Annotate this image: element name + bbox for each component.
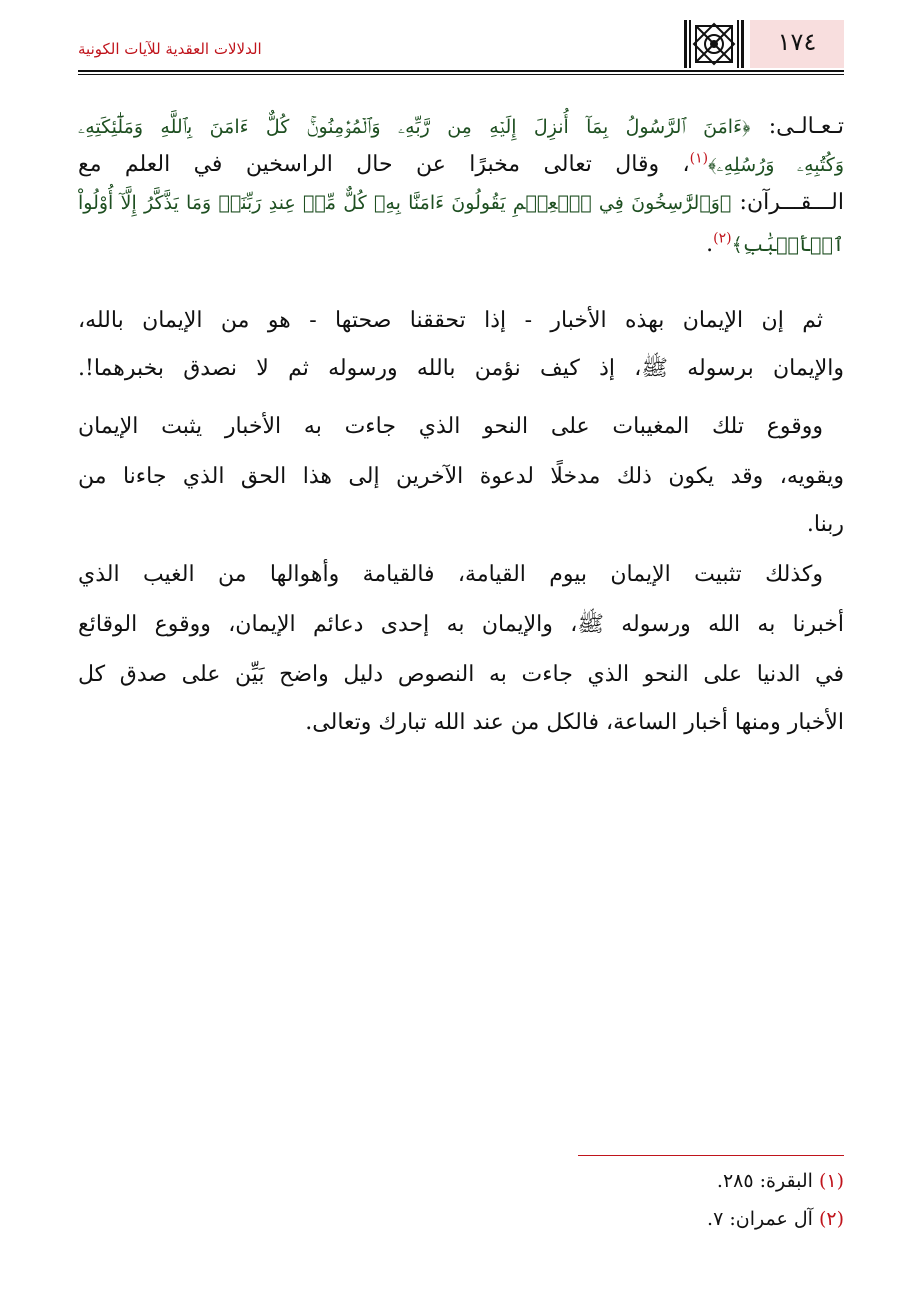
text-line: وكذلك تثبيت الإيمان بيوم القيامة، فالقيامة وأهوالها من الغيب الذي [78, 562, 823, 587]
footnote-ref: (١) [689, 150, 709, 167]
footnote-text: آل عمران: ٧. [707, 1208, 819, 1230]
header-rule-thin [78, 74, 844, 75]
footnote-number: (١) [818, 1170, 844, 1192]
text-line [78, 150, 844, 180]
text-run: تـعـالـى: [750, 114, 844, 139]
text-line: أخبرنا به الله ورسوله ﷺ، والإيمان به إحدى دعائم الإيمان، ووقوع الوقائع [78, 612, 844, 637]
page-number: ١٧٤ [777, 28, 817, 56]
text-line: الأخبار ومنها أخبار الساعة، فالكل من عند الله تبارك وتعالى. [305, 710, 844, 735]
text-run: . [706, 232, 714, 257]
text-line: ووقوع تلك المغيبات على النحو الذي جاءت به الأخبار يثبت الإيمان [78, 414, 823, 439]
text-run: ، وقال تعالى مخبرًا عن حال الراسخين في العلم مع [78, 152, 690, 177]
geometric-ornament-icon [684, 20, 744, 68]
text-line: في الدنيا على النحو الذي جاءت به النصوص دليل واضح بَيِّن على صدق كل [78, 662, 844, 687]
quran-verse: ﴿وَٱلرَّٰسِخُونَ فِي ٱلۡعِلۡمِ يَقُولُونَ ءَامَنَّا بِهِۦ كُلٌّ مِّنۡ عِندِ رَبِّنَاۗ وَمَا يَذَّكَّرُ إِلَّآ أُوْلُواْ [78, 192, 732, 214]
quran-verse: ٱلۡأَلۡبَٰبِ﴾ [731, 234, 844, 256]
text-line: ثم إن الإيمان بهذه الأخبار - إذا تحققنا صحتها - هو من الإيمان بالله، [78, 308, 823, 333]
text-line: ربنا. [806, 512, 844, 537]
quran-verse: ﴿ءَامَنَ ٱلرَّسُولُ بِمَآ أُنزِلَ إِلَيۡهِ مِن رَّبِّهِۦ وَٱلۡمُؤۡمِنُونَۚ كُلٌّ ءَامَنَ بِٱللَّهِ وَمَلَٰٓئِكَتِهِۦ [78, 116, 751, 138]
header-rule [78, 70, 844, 72]
text-line: ويقويه، وقد يكون ذلك مدخلًا لدعوة الآخرين إلى هذا الحق الذي جاءنا من [78, 464, 844, 489]
running-title: الدلالات العقدية للآيات الكونية [78, 40, 262, 58]
footnote-ref: (٢) [713, 230, 732, 247]
footnote [717, 1170, 844, 1192]
footnote-text: البقرة: ٢٨٥. [716, 1170, 819, 1192]
quran-verse: وَكُتُبِهِۦ وَرُسُلِهِۦ﴾ [708, 154, 844, 176]
text-line [78, 112, 844, 142]
footnote [707, 1208, 844, 1230]
text-line [78, 188, 844, 218]
text-run: الـــقـــرآن: [731, 190, 844, 215]
text-line [706, 230, 844, 260]
footnote-rule [578, 1155, 844, 1156]
text-line: والإيمان برسوله ﷺ، إذ كيف نؤمن بالله ورسوله ثم لا نصدق بخبرهما!. [78, 356, 844, 381]
footnote-number: (٢) [818, 1208, 844, 1230]
